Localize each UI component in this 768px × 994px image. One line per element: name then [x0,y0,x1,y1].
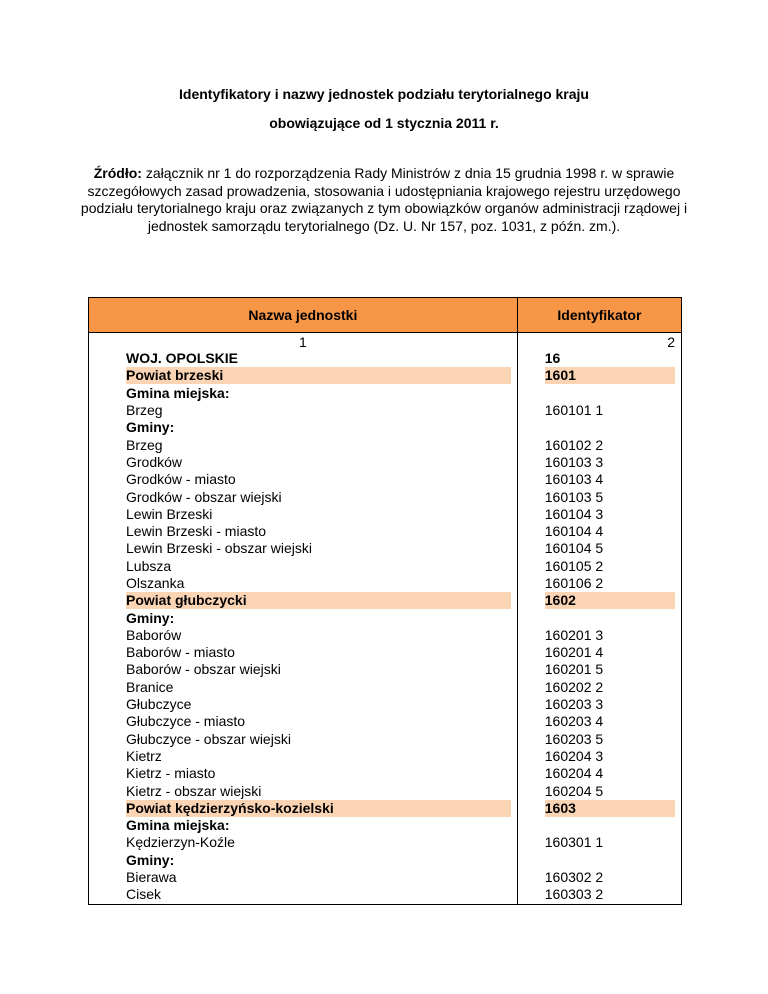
unit-name-text: Głubczyce - obszar wiejski [126,730,291,747]
unit-identifier-text: 160102 2 [544,436,604,453]
unit-name-text: Grodków - obszar wiejski [126,488,282,505]
unit-name [89,852,518,869]
unit-name-text: Olszanka [126,575,185,591]
unit-identifier [517,419,681,436]
unit-identifier-text: 160105 2 [544,557,604,574]
table-row [89,661,682,678]
unit-name-text: Powiat kędzierzyńsko-kozielski [126,800,511,817]
unit-identifier [517,609,681,626]
unit-identifier [517,540,681,557]
table-row [89,886,682,904]
unit-identifier [517,644,681,661]
unit-identifier-text: 160201 4 [544,644,604,661]
unit-identifier-text: 16 [544,350,561,367]
unit-name-text: Kietrz - obszar wiejski [126,782,262,799]
unit-identifier-text: 160201 3 [544,626,604,643]
unit-identifier-text: 160106 2 [544,575,604,591]
unit-identifier-text: 160203 4 [544,713,604,730]
unit-identifier [517,367,681,384]
unit-name [89,834,518,851]
unit-identifier [517,748,681,765]
table-row [89,834,682,851]
unit-name [89,869,518,886]
unit-identifier-text: 160104 4 [544,523,604,540]
unit-name-text: Brzeg [126,402,163,419]
unit-identifier-text: 160101 1 [544,402,604,419]
table-row [89,782,682,799]
unit-identifier-text: 160103 5 [544,488,604,505]
table-row [89,575,682,592]
source-note [80,165,688,235]
unit-name [89,419,518,436]
unit-name-text: Grodków - miasto [126,471,236,488]
unit-identifier [517,869,681,886]
unit-name-text: Lewin Brzeski [126,505,213,522]
table-row [89,419,682,436]
unit-identifier [517,506,681,523]
unit-name-text: Cisek [126,886,162,903]
unit-name [89,886,518,904]
unit-identifier [517,454,681,471]
unit-identifier [517,385,681,402]
unit-name-text: Baborów - miasto [126,644,235,661]
table-row [89,609,682,626]
unit-identifier [517,471,681,488]
document-subtitle: obowiązujące od 1 stycznia 2011 r. [269,115,499,131]
unit-identifier-text: 160204 5 [544,782,604,799]
unit-name-text: WOJ. OPOLSKIE [126,350,239,367]
unit-name-text: Bierawa [126,869,177,886]
document-title: Identyfikatory i nazwy jednostek podziału terytorialnego kraju [179,86,589,102]
unit-name-text: Brzeg [126,436,163,453]
unit-name-text: Lubsza [126,557,172,574]
table-row [89,817,682,834]
unit-name-text: Gmina miejska: [126,384,230,401]
column-number-id: 2 [517,333,681,351]
unit-identifier-text: 160104 3 [544,505,604,522]
table-row [89,748,682,765]
table-row [89,713,682,730]
table-row [89,765,682,782]
unit-name-text: Gmina miejska: [126,817,230,834]
unit-identifier [517,834,681,851]
unit-identifier-text: 160204 4 [544,765,604,782]
unit-name-text: Baborów - obszar wiejski [126,661,281,678]
unit-identifier-text: 160203 3 [544,696,604,713]
column-header-name: Nazwa jednostki [89,298,518,333]
unit-name [89,558,518,575]
unit-name [89,385,518,402]
unit-identifier-text: 160302 2 [544,869,604,886]
unit-name [89,817,518,834]
unit-identifier [517,350,681,367]
unit-name [89,765,518,782]
unit-identifier [517,436,681,453]
table-row [89,731,682,748]
unit-name [89,679,518,696]
unit-identifier-text: 160203 5 [544,730,604,747]
table-row [89,540,682,557]
unit-name [89,454,518,471]
unit-name-text: Gminy: [126,419,175,436]
unit-identifier [517,765,681,782]
unit-identifier [517,782,681,799]
unit-name-text: Kietrz - miasto [126,765,216,782]
unit-name [89,506,518,523]
unit-identifier-text: 160104 5 [544,540,604,557]
unit-identifier [517,661,681,678]
unit-name-text: Grodków [126,453,183,470]
unit-name [89,540,518,557]
unit-identifier-text: 160202 2 [544,678,604,695]
table-row [89,402,682,419]
source-label: Źródło: [93,165,142,181]
unit-name [89,402,518,419]
table-row [89,696,682,713]
table-row [89,506,682,523]
table-row [89,367,682,384]
unit-name [89,713,518,730]
unit-name [89,748,518,765]
unit-identifier-text: 160303 2 [544,886,604,903]
unit-identifier [517,886,681,904]
unit-name-text: Powiat głubczycki [126,592,511,609]
table-row [89,350,682,367]
unit-name-text: Głubczyce - miasto [126,713,246,730]
unit-name [89,731,518,748]
unit-identifier [517,696,681,713]
table-row [89,488,682,505]
unit-identifier-text: 160103 3 [544,453,604,470]
unit-name [89,523,518,540]
unit-name-text: Kędzierzyn-Koźle [126,834,235,851]
unit-identifier [517,731,681,748]
unit-name [89,627,518,644]
table-row [89,471,682,488]
unit-identifier [517,592,681,609]
table-row [89,679,682,696]
unit-name [89,800,518,817]
table-row [89,869,682,886]
unit-name [89,436,518,453]
unit-name [89,367,518,384]
unit-identifier [517,575,681,592]
unit-name-text: Głubczyce [126,696,192,713]
unit-name-text: Gminy: [126,851,175,868]
table-row [89,800,682,817]
unit-identifier [517,488,681,505]
source-text: załącznik nr 1 do rozporządzenia Rady Ministrów z dnia 15 grudnia 1998 r. w sprawie szczegółowych zasad prowadzenia, stosowania i udostępniania krajowego rejestru urzędowego podziału terytorialnego kraju oraz związanych z tym obowiązków organów administracji rządowej i jednostek samorządu terytorialnego (Dz. U. Nr 157, poz. 1031, z późn. zm.). [80,165,688,234]
unit-identifier [517,558,681,575]
unit-identifier [517,402,681,419]
table-row [89,592,682,609]
column-header-id: Identyfikator [517,298,681,333]
unit-identifier [517,852,681,869]
unit-identifier [517,817,681,834]
unit-identifier-text: 160103 4 [544,471,604,488]
unit-identifier [517,713,681,730]
table-row [89,454,682,471]
unit-name [89,782,518,799]
unit-name-text: Lewin Brzeski - miasto [126,523,267,540]
table-row [89,385,682,402]
unit-identifier [517,523,681,540]
unit-name-text: Gminy: [126,609,175,626]
units-table [88,297,682,905]
unit-name-text: Kietrz [126,747,162,764]
unit-name [89,488,518,505]
unit-name-text: Lewin Brzeski - obszar wiejski [126,540,312,557]
column-number-name: 1 [89,333,518,351]
table-row [89,644,682,661]
unit-name [89,592,518,609]
unit-identifier [517,679,681,696]
unit-identifier-text: 160204 3 [544,747,604,764]
unit-name [89,696,518,713]
unit-identifier [517,800,681,817]
unit-name-text: Branice [126,678,174,695]
unit-identifier-text: 160201 5 [544,661,604,678]
table-row [89,558,682,575]
unit-identifier-text: 1602 [545,592,675,609]
table-row [89,627,682,644]
unit-identifier [517,627,681,644]
table-row [89,523,682,540]
unit-name [89,471,518,488]
unit-identifier-text: 1601 [545,367,675,384]
unit-identifier-text: 1603 [545,800,675,817]
unit-name-text: Powiat brzeski [126,367,511,384]
unit-name [89,609,518,626]
table-row [89,436,682,453]
unit-name [89,644,518,661]
table-row [89,852,682,869]
unit-name [89,661,518,678]
unit-name [89,575,518,592]
unit-identifier-text: 160301 1 [544,834,604,851]
unit-name-text: Baborów [126,626,182,643]
unit-name [89,350,518,367]
